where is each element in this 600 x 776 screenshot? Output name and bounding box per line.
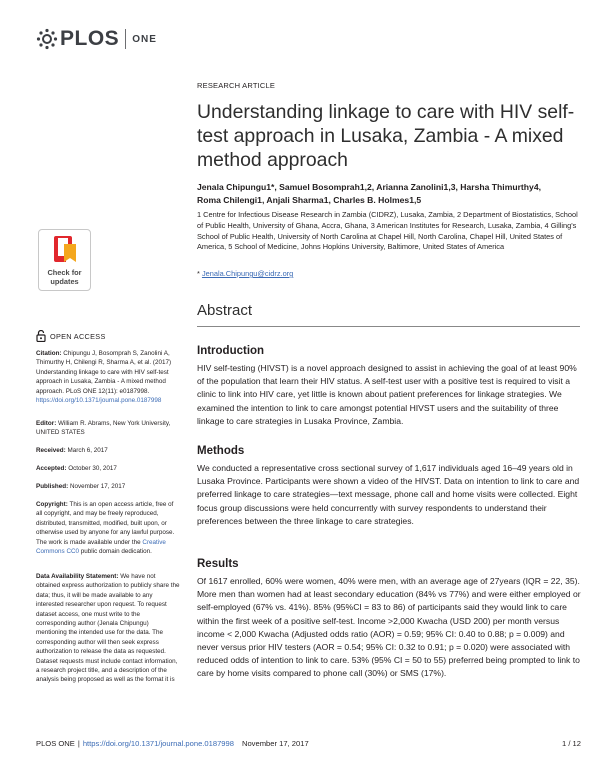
article-title: Understanding linkage to care with HIV self-test approach in Lusaka, Zambia - A mixed method approach xyxy=(197,101,575,171)
citation-link[interactable]: https://doi.org/10.1371/journal.pone.0187998 xyxy=(36,397,162,405)
introduction-text: HIV self-testing (HIVST) is a novel approach designed to assist in achieving the goal of at least 90% of the population that learn their HIV status. A self-test user with a positive test is required to visit a clinic to link into HIV care, yet little is known about patient preferences for linkage strategies. We examined the intention to link to care amongst potential HIVST users and the suitability of three linkage to care strategies in Lusaka Province, Zambia. xyxy=(197,363,577,426)
editor-block xyxy=(36,419,181,438)
page-footer xyxy=(36,739,581,748)
page-number: 1 / 12 xyxy=(562,739,581,748)
data-availability-block xyxy=(36,572,181,685)
citation-label: Citation: xyxy=(36,350,62,357)
published-label: Published: xyxy=(36,483,69,490)
editor-label: Editor: xyxy=(36,420,57,427)
logo-text: PLOS xyxy=(60,27,120,50)
copyright-block xyxy=(36,500,181,556)
check-updates-line1: Check for xyxy=(47,268,82,277)
article-type: RESEARCH ARTICLE xyxy=(197,81,276,90)
authors-line-1: Jenala Chipungu1*, Samuel Bosomprah1,2, Arianna Zanolini1,3, Harsha Thimurthy4, xyxy=(197,182,541,192)
bookmark-icon xyxy=(52,234,78,264)
authors-line-2: Roma Chilengi1, Anjali Sharma1, Charles B. Holmes1,5 xyxy=(197,194,422,205)
data-availability-label: Data Availability Statement: xyxy=(36,573,119,580)
logo-divider xyxy=(125,29,126,49)
journal-name: ONE xyxy=(132,33,157,45)
check-updates-line2: updates xyxy=(50,276,79,286)
footer-separator: | xyxy=(77,739,80,748)
email-link[interactable]: Jenala.Chipungu@cidrz.org xyxy=(201,269,294,278)
received-date: March 6, 2017 xyxy=(67,447,108,454)
accepted-label: Accepted: xyxy=(36,465,67,472)
methods-heading: Methods xyxy=(197,445,245,457)
copyright-text: This is an open access article, free of all copyright, and may be freely reproduced, distributed, transmitted, modified, built upon, or otherwise used by anyone for any lawful purpose. The work is made available under the xyxy=(36,501,175,546)
footer-date: November 17, 2017 xyxy=(241,739,309,748)
results-text: Of 1617 enrolled, 60% were women, 40% were men, with an average age of 27years (IQR = 22, 35). More men than women had at least secondary education (84% vs 77%) and were either employed or self-employed (67% vs. 41%). 85% (95%CI = 83 to 86) of participants said they would link to care within the first week of a positive self-test. Income >2,000 Kwacha (USD 200) per month versus income < 2,000 Kwacha (Adjusted odds ratio (AOR) = 0.59; 95% CI: 0.40 to 0.88; p = 0.009) and never versus prior HIV testers (AOR = 0.54; 95% CI: 0.32 to 0.91; p = 0.020) were associated with reduced odds of intention to link to care. 53% (95% CI = 50 to 55) preferred being prompted to link to care by home visits compared to phone call (30%) or SMS (17%). xyxy=(197,576,581,679)
data-availability-text: We have not obtained express authorization to publicly share the data; thus, it will be made available to any interested researcher upon request. To request dataset access, one must write to the corresponding author (Jenala Chipungu) mentioning the intended use for the data. The corresponding author will then seek express authorization to release the data as requested. Dataset requests must include contact information, a research project title, and a description of the analysis being proposed as well as the format it is xyxy=(36,573,180,684)
check-for-updates-badge[interactable] xyxy=(38,229,91,291)
creative-commons-link[interactable]: Creative Commons CC0 xyxy=(36,538,166,556)
received-label: Received: xyxy=(36,447,66,454)
plos-logo xyxy=(36,27,157,51)
footer-doi-link[interactable]: https://doi.org/10.1371/journal.pone.0187998 xyxy=(82,739,234,748)
corresponding-email xyxy=(197,269,293,278)
affiliations: 1 Centre for Infectious Disease Research in Zambia (CIDRZ), Lusaka, Zambia, 2 Department of Biostatistics, School of Public Health, University of Ghana, Accra, Ghana, 3 American Institutes for Research, Lusaka, Zambia, 4 Gilling's School of Public Health, University of North Carolina at Chapel Hill, North Carolina, Chapel Hill, United States of America, 5 School of Medicine, Johns Hopkins University, Baltimore, United States of America xyxy=(197,210,578,252)
open-access-label xyxy=(36,330,106,342)
citation-text: Chipungu J, Bosomprah S, Zanolini A, Thimurthy H, Chilengi R, Sharma A, et al. (2017) Understanding linkage to care with HIV self-test approach in Lusaka, Zambia - A mixed method approach. PLoS ONE 12(11): e0187998. xyxy=(36,350,172,395)
abstract-divider xyxy=(197,326,580,327)
plos-dots-icon xyxy=(36,28,58,50)
published-date: November 17, 2017 xyxy=(69,483,126,490)
open-lock-icon xyxy=(36,330,46,342)
footer-journal: PLOS ONE xyxy=(36,739,75,748)
asterisk: * xyxy=(197,269,202,278)
author-list xyxy=(197,181,577,206)
citation-block xyxy=(36,349,181,405)
copyright-label: Copyright: xyxy=(36,501,68,508)
results-heading: Results xyxy=(197,558,239,570)
methods-text: We conducted a representative cross sectional survey of 1,617 individuals aged 16–49 years old in Lusaka Province. Participants were shown a video of the HIVST. Data on intention to link to care and preferred linkage to care strategies—text message, phone call and home visits were collected. Eight focus group discussions were held concurrently with survey respondents to understand their preferences between the three linkage to care strategies. xyxy=(197,463,580,526)
introduction-heading: Introduction xyxy=(197,345,265,357)
received-block xyxy=(36,446,181,455)
published-block xyxy=(36,482,181,491)
abstract-heading: Abstract xyxy=(197,302,253,319)
accepted-block xyxy=(36,464,181,473)
accepted-date: October 30, 2017 xyxy=(68,465,117,472)
open-access-text: OPEN ACCESS xyxy=(50,331,106,341)
editor-text: William R. Abrams, New York University, UNITED STATES xyxy=(36,420,171,437)
copyright-end: public domain dedication. xyxy=(80,548,152,556)
